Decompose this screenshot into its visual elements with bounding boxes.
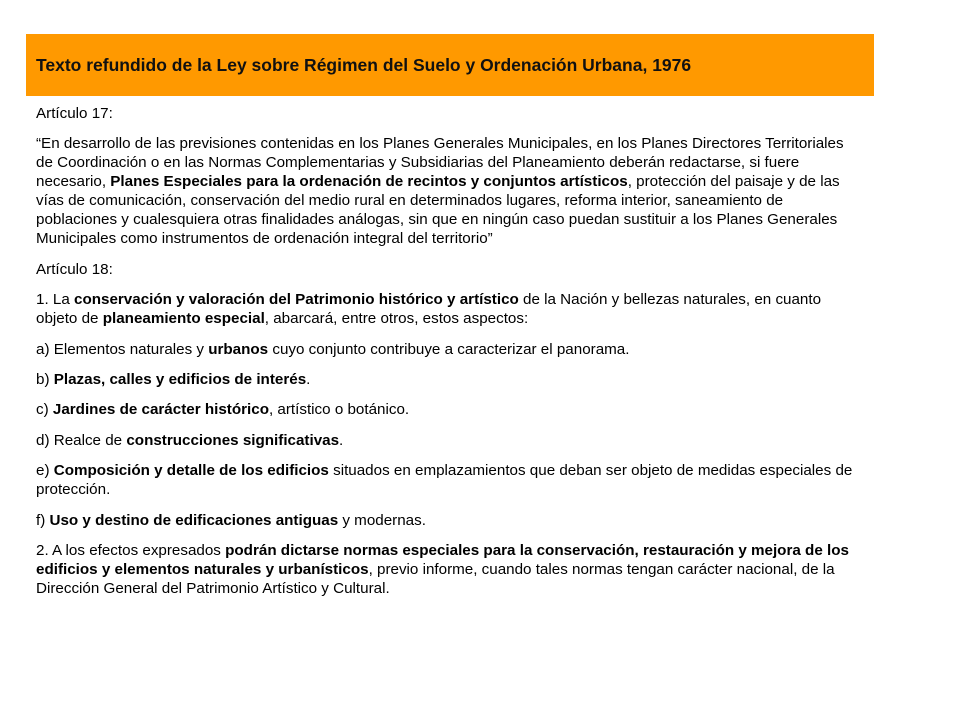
text-segment: Artículo 17: (36, 105, 113, 122)
text-segment: a) Elementos naturales y (36, 340, 209, 358)
paragraph (36, 260, 856, 279)
paragraph (36, 370, 856, 389)
text-segment: Artículo 18: (36, 260, 113, 278)
paragraph (36, 461, 856, 499)
paragraph (36, 104, 856, 123)
emphasized-text: construcciones significativas (126, 431, 340, 449)
text-segment: c) (36, 401, 53, 419)
paragraph (36, 541, 856, 598)
text-segment: b) (36, 370, 54, 388)
text-segment: “En desarrollo de las previsiones contenidas en los Planes Generales Municipales, en los Planes Directores Territoriales de Coordinación o en las Normas Complementarias y Subsidiarias del Planeamiento deberán redactarse, si fuere necesario, (36, 135, 844, 191)
text-segment: e) (36, 462, 54, 480)
paragraph (36, 511, 856, 530)
text-segment: . (339, 431, 344, 449)
title-banner (26, 34, 874, 96)
text-segment: . (306, 370, 311, 388)
text-segment: situados en emplazamientos que deban ser objeto de medidas especiales de protección. (36, 462, 853, 499)
paragraph (36, 134, 856, 248)
paragraph (36, 400, 856, 419)
emphasized-text: Plazas, calles y edificios de interés (53, 370, 307, 388)
emphasized-text: podrán dictarse normas especiales para la conservación, restauración y mejora de los edificios y elementos naturales y urbanísticos (36, 541, 849, 578)
page-title: Texto refundido de la Ley sobre Régimen del Suelo y Ordenación Urbana, 1976 (36, 54, 692, 75)
emphasized-text: planeamiento especial (102, 310, 265, 328)
emphasized-text: urbanos (208, 340, 269, 358)
text-segment: d) Realce de (36, 431, 127, 449)
paragraph (36, 290, 856, 328)
emphasized-text: Planes Especiales para la ordenación de recintos y conjuntos artísticos (110, 173, 628, 191)
legal-text-body (36, 104, 856, 609)
text-segment: 2. A los efectos expresados (36, 541, 226, 559)
emphasized-text: conservación y valoración del Patrimonio histórico y artístico (74, 291, 519, 309)
text-segment: , protección del paisaje y de las vías de comunicación, conservación del medio rural en determinados lugares, reforma interior, saneamiento de poblaciones y cualesquiera otras finalidades análogas, sin que en ningún caso puedan sustituir a los Planes Generales Municipales como instrumentos de ordenación integral del territorio” (36, 173, 840, 248)
emphasized-text: Uso y destino de edificaciones antiguas (49, 511, 339, 529)
text-segment: f) (36, 511, 50, 529)
paragraph (36, 340, 856, 359)
text-segment: , previo informe, cuando tales normas tengan carácter nacional, de la Dirección General del Patrimonio Artístico y Cultural. (36, 560, 835, 597)
text-segment: y modernas. (338, 511, 426, 529)
text-segment: , abarcará, entre otros, estos aspectos: (264, 310, 529, 328)
text-segment: , artístico o botánico. (268, 401, 410, 419)
text-segment: cuyo conjunto contribuye a caracterizar el panorama. (268, 340, 630, 358)
emphasized-text: Jardines de carácter histórico (52, 401, 269, 419)
emphasized-text: Composición y detalle de los edificios (53, 462, 329, 480)
text-segment: 1. La (36, 291, 74, 309)
paragraph (36, 431, 856, 450)
text-segment: de la Nación y bellezas naturales, en cuanto objeto de (36, 291, 822, 328)
